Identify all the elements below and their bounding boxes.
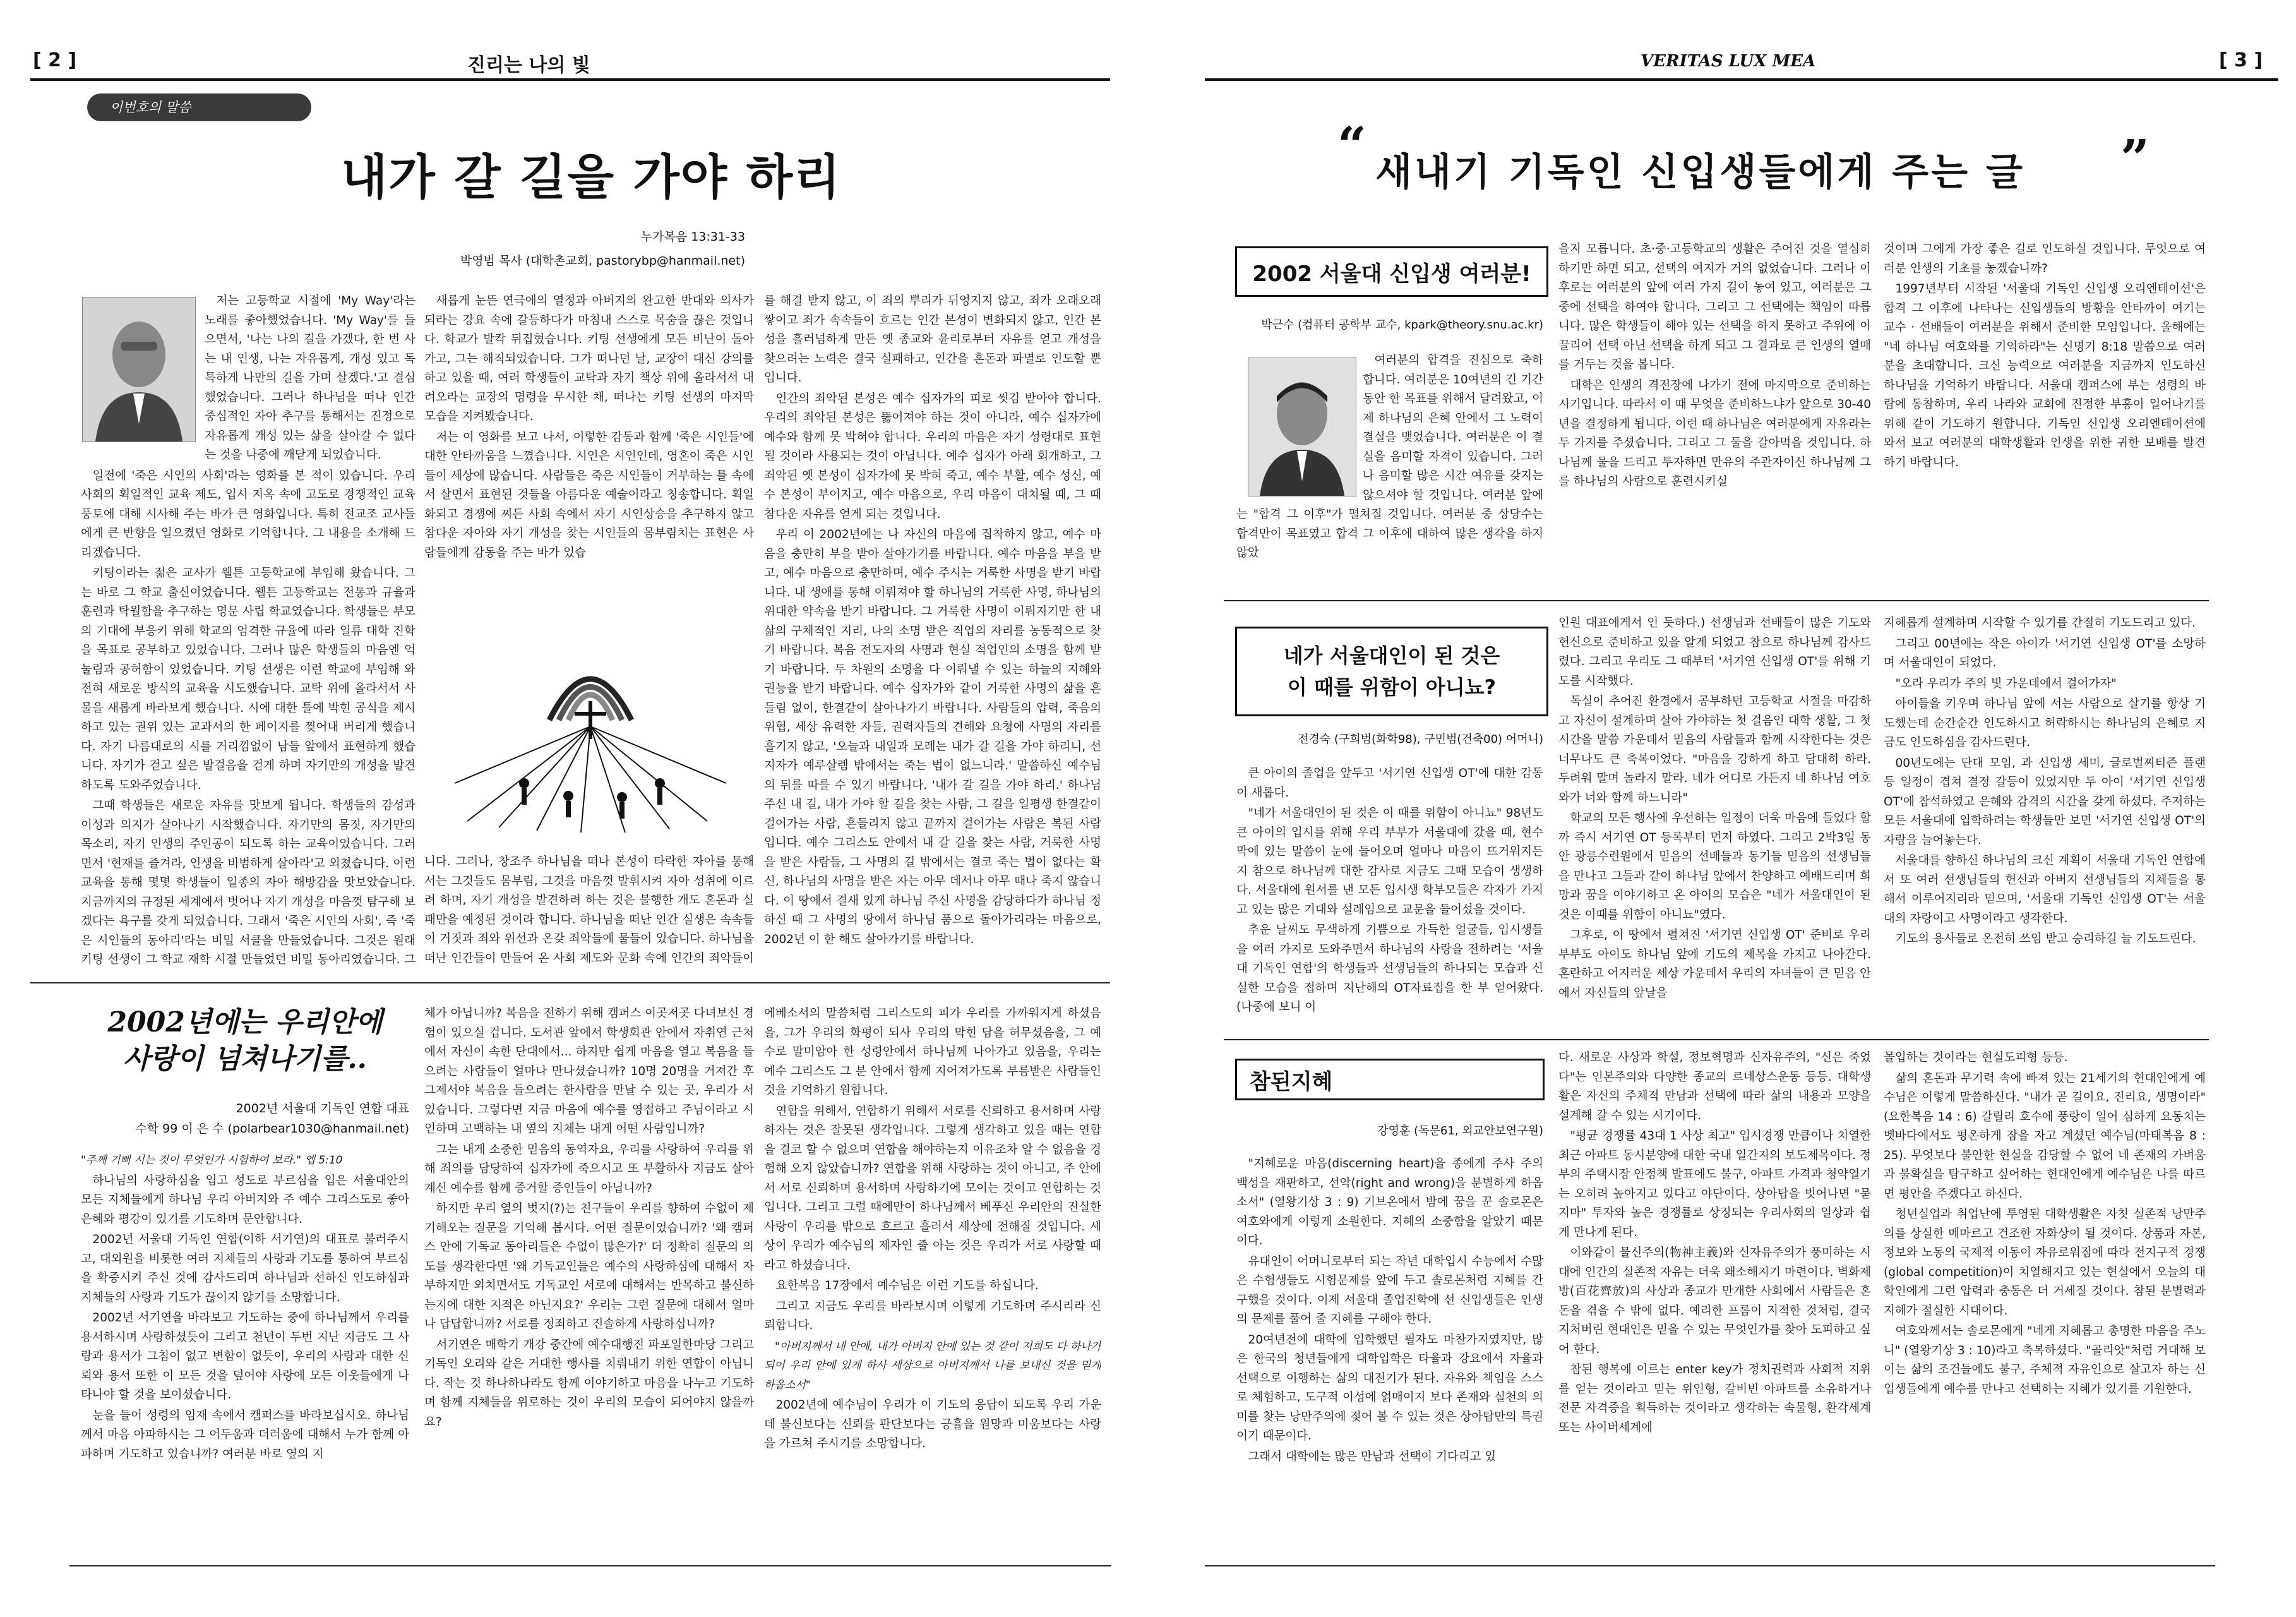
paragraph: 인원 대표에게서 인 듯하다.) 선생님과 선배들이 많은 기도와 헌신으로 준비하고 있을 알게 되었고 참으로 하나님께 감사드렸다. 그리고 우리도 그 때부터 '서기연 신입생 OT'를 위해 기도를 시작했다.	[1558, 616, 1871, 688]
section-divider	[1224, 600, 2209, 601]
page-number: [ 3 ]	[2219, 49, 2263, 71]
section1-column-3	[1884, 240, 2206, 591]
section3-byline: 강영훈 (독문61, 외교안보연구원)	[1377, 1124, 1543, 1138]
running-title: VERITAS LUX MEA	[1641, 52, 1816, 71]
scripture-ref: 누가복음 13:31-33	[640, 230, 745, 244]
paragraph: 요한복음 17장에서 예수님은 이런 기도를 하십니다.	[775, 1279, 1039, 1292]
paragraph: "네가 서울대인이 된 것은 이 때를 위함이 아니뇨" 98년도 큰 아이의 입시를 위해 우리 부부가 서울대에 갔을 때, 현수막에 있는 말씀이 눈에 들어오며 얼마나 마음이 뜨거워지든지 참으로 하나님께 대한 감사로 지금도 그때 모습이 생생하다. 서울대에 원서를 낸 모든 입시생 학부모들은 각자가 가지고 있는 많은 기대와 설레임으로 교문을 들어섰을 것이다.	[1236, 807, 1543, 917]
epigraph: "주께 기뻐 시는 것이 무엇인가 시험하여 보라." 엡 5:10	[81, 1154, 343, 1167]
paragraph: 눈을 들어 성령의 임재 속에서 캠퍼스를 바라보십시오. 하나님께서 마음 아파하시는 그 어두움과 더러움에 대해서 누가 함께 아파하며 기도하고 있습니까? 여러분 바로 옆의 지	[81, 1409, 409, 1461]
paragraph: 키팅이라는 젊은 교사가 웰튼 고등학교에 부임해 왔습니다. 그는 바로 그 학교 출신이었습니다. 웰튼 고등학교는 전통과 규율과 훈련과 탁월함을 추구하는 명문 사립 학교였습니다. 학생들은 부모의 기대에 부응키 위해 학교의 엄격한 규율에 따라 일류 대학 진학을 목표로 공부하고 있었습니다. 그러나 많은 학생들의 마음엔 억눌림과 공허함이 있었습니다. 키팅 선생은 이런 학교에 부임해 와 전혀 새로운 방식의 교육을 시도했습니다. 교탁 위에 올라서서 사물을 새롭게 바라보게 했습니다. 시에 대한 틀에 박힌 공식을 제시하고 있는 권위 있는 교과서의 한 페이지를 찢어내 버리게 했습니다. 자기 나름대로의 시를 거리낌없이 남들 앞에서 표현하게 했습니다. 자기가 걷고 싶은 발걸음을 걷게 하며 자기만의 개성을 발견하도록 도와주었습니다.	[81, 567, 416, 792]
paragraph: 하나님의 사랑하심을 입고 성도로 부르심을 입은 서울대안의 모든 지체들에게 하나님 우리 아버지와 주 예수 그리스도로 좋아 은혜와 평강이 있기를 기도하며 문안합니다.	[81, 1174, 409, 1226]
article-column-1	[81, 292, 416, 970]
paragraph: 여호와께서는 솔로몬에게 "네게 지혜롭고 총명한 마음을 주노니" (열왕기상 3 : 10)라고 축복하셨다. "골리앗"처럼 거대해 보이는 삶의 조건들에도 불구, 주체적 자유인으로 살고자 하는 신입생들에게 예수를 만나고 선택하는 지혜가 있기를 기원한다.	[1884, 1325, 2206, 1396]
section3-column-3	[1884, 1049, 2206, 1559]
section-title-line1: 네가 서울대인이 된 것은	[1283, 644, 1500, 668]
paragraph: 기도의 용사들로 온전히 쓰임 받고 승리하길 늘 기도드린다.	[1895, 932, 2196, 946]
article-column-2-bottom	[424, 853, 754, 970]
quoted-prayer: "아버지께서 내 안에, 내가 아버지 안에 있는 것 같이 저희도 다 하나가 되어 우리 안에 있게 하사 세상으로 아버지께서 나를 보내신 것을 믿게 하옵소서"	[764, 1340, 1101, 1392]
paragraph: 니다. 그러나, 창조주 하나님을 떠나 본성이 타락한 자아를 통해서는 그것들도 몸부림, 그것을 마음껏 발휘시켜 자아 성취에 이르려 하며, 자기 개성을 발견하려 하는 것은 불행한 개도 혼돈과 실패만을 예정된 것이라 합니다. 하나님을 떠난 인간 실생은 속속들이 거짓과 죄와 위선과 온갖 죄악들에 물들어 있습니다. 하나님을 떠난 인간들이 만들어 온 사회 제도와 문화 속에 인간의 죄악들이	[424, 855, 754, 965]
paragraph: 그후로, 이 땅에서 펼쳐진 '서기연 신입생 OT' 준비로 우리 부부도 아이도 하나님 앞에 기도의 제목을 가지고 나아간다. 혼란하고 어지러운 세상 가운데서 우리의 자녀들이 큰 믿음 안에서 자신들의 앞날을	[1558, 929, 1871, 1000]
paragraph: 여러분의 합격을 진심으로 축하합니다. 여러분은 10여년의 긴 기간 동안 한 목표를 위해서 달려왔고, 이제 하나님의 은혜 안에서 그 노력이 결실을 맺었습니다. 여러분은 이 결실을 음미할 자격이 있습니다. 그러나 음미할 많은 시간 여유를 갖지는 않으셔야 할 것입니다. 여러분 앞에는 "합격 그 이후"가 펼쳐질 것입니다. 여러분 중 상당수는 합격만이 목표였고 합격 그 이후에 대하여 많은 생각을 하지 않았	[1236, 354, 1543, 560]
section-title-line2: 이 때를 위함이 아니뇨?	[1287, 675, 1497, 699]
running-title: 진리는 나의 빛	[467, 54, 590, 76]
section-title-box	[1235, 1059, 1545, 1100]
paragraph: 새롭게 눈뜬 연극에의 열정과 아버지의 완고한 반대와 의사가 되라는 강요 속에 갈등하다가 마침내 스스로 목숨을 끊은 것입니다. 학교가 발칵 뒤집혔습니다. 키팅 선생에게 모든 비난이 돌아가고, 그는 해직되었습니다. 그가 떠나던 날, 교장이 대신 강의를 하고 있을 때, 여러 학생들이 교탁과 자기 책상 위에 올라서서 내려오라는 교장의 명령을 무시한 채, 떠나는 키팅 선생의 마지막 모습을 지켜봤습니다.	[424, 294, 754, 423]
paragraph: 참된 행복에 이르는 enter key가 정치권력과 사회적 지위를 얻는 것이라고 믿는 위인형, 갈비빈 아파트를 소유하거나 전문 자격증을 획득하는 것이라고 생각하는 속물형, 환각세계 또는 사이버세계에	[1558, 1363, 1871, 1434]
paragraph: 우리 이 2002년에는 나 자신의 마음에 집착하지 않고, 예수 마음을 충만히 부을 받아 살아가기를 바랍니다. 예수 마음을 부을 받고, 예수 마음으로 충만하며, 예수 주시는 거룩한 사명을 받기 바랍니다. 내 생애를 통해 이뤄져야 할 하나님의 거룩한 사명, 하나님의 위대한 약속을 받기 바랍니다. 그 거룩한 사명이 이뤄지기만 한 내 삶의 구체적인 지리, 나의 소명 받은 직업의 자리를 농동적으로 찾기 바랍니다. 복음 전도자의 사명과 현실 적업인의 소명을 함께 받기 바랍니다. 두 차원의 소명을 다 이뤄낼 수 있는 하늘의 지혜와 권능을 받기 바랍니다. 예수 십자가와 같이 거룩한 사명의 삶을 흔들림 없이, 한결같이 살아나가기 바랍니다. 사람들의 압력, 죽음의 위협, 세상 유력한 자들, 권력자들의 견해와 요청에 사명의 자리를 흘기지 않고, '오늘과 내일과 모레는 내가 갈 길을 가야 하리니, 선지자가 예루살렘 밖에서는 죽는 법이 없느니라.' 말씀하신 예수님의 뒤를 따를 수 있기 바랍니다. '내가 갈 길을 가야 하리.' 하나님 주신 내 길, 내가 가야 할 길을 찾는 사람, 그 길을 일평생 한결같이 걸어가는 사람, 흔들리지 않고 끝까지 걸어가는 사람은 복된 사람입니다. 예수 그리스도 안에서 내 갈 길을 찾는 사람, 거룩한 사명을 받은 사람들, 그 사명의 길 밖에서는 결코 죽는 법이 없다는 확신, 하나님의 사명을 받은 자는 아무 데서나 아무 때나 죽지 않습니다. 이 땅에서 결새 있게 하나님 주신 사명을 감당하다가 하나님 정하신 때 그 사명의 땅에서 하나님 품으로 돌아가리라는 마음으로, 2002년 이 한 해도 살아가기를 바랍니다.	[764, 528, 1101, 946]
section-title-box	[1235, 246, 1548, 297]
section-title: 2002 서울대 신입생 여러분!	[1252, 261, 1531, 287]
section2-byline: 전경숙 (구희범(화학98), 구민범(건축00) 어머니)	[1297, 733, 1543, 746]
section1-column-1	[1236, 351, 1543, 591]
paragraph: 2002년 서기연을 바라보고 기도하는 중에 하나님께서 우리를 용서하시며 사랑하셨듯이 그리고 천년이 두번 지난 지금도 그 사랑과 용서가 그침이 없고 변함이 없듯이, 우리의 사랑과 대한 신뢰와 용서 또한 이 모든 것을 덮어야 사랑에 모든 이웃들에게 나타나야 할 것을 보이셨습니다.	[81, 1311, 409, 1402]
section1-column-2	[1558, 240, 1871, 591]
paragraph: 을지 모릅니다. 초·중·고등학교의 생활은 주어진 것을 열심히 하기만 하면 되고, 선택의 여지가 거의 없었습니다. 그러나 이후로는 여러분의 앞에 여러 가지 길이 놓여 있고, 여러분은 그 중에 선택을 하여야 합니다. 그리고 그 선택에는 책임이 따릅니다. 많은 학생들이 해야 있는 선택을 하지 못하고 주위에 이끌리어 선택 아닌 선택을 하게 되고 그 결과로 큰 인생의 열매를 거두는 것을 봅니다.	[1558, 243, 1871, 371]
column-tag	[87, 93, 311, 121]
section-divider	[30, 982, 1110, 983]
cross-illustration	[442, 632, 739, 834]
paragraph: 저는 고등학교 시절에 'My Way'라는 노래를 좋아했었습니다. 'My Way'를 들으면서, '나는 나의 길을 가겠다, 한 번 사는 내 인생, 나는 자유롭게, 개성 있고 독특하게 나만의 길을 가며 살겠다.'고 결심했었습니다. 그러나 하나님을 떠나 인간 중심적인 자아 추구를 통해서는 진정으로 자유롭게 개성 있는 삶을 살아갈 수 없다는 것을 나중에 깨닫게 되었습니다.	[205, 294, 416, 462]
prayer-title	[81, 1004, 409, 1078]
paragraph: 것이며 그에게 가장 좋은 길로 인도하실 것입니다. 무엇으로 여러분 인생의 기초를 놓겠습니까?	[1884, 243, 2206, 275]
paragraph: 그는 내게 소중한 믿음의 동역자요, 우리를 사랑하여 우리를 위해 죄의를 담당하여 십자가에 죽으시고 또 부활하사 지금도 살아계신 예수를 함께 증거할 증인들이 아닙니까?	[424, 1143, 754, 1195]
prayer-title-line2: 사랑이 넘쳐나기를..	[123, 1043, 367, 1075]
paragraph: 그래서 대학에는 많은 만남과 선택이 기다리고 있	[1248, 1450, 1497, 1464]
paragraph: 1997년부터 시작된 '서울대 기독인 신입생 오리엔테이션'은 합격 그 이후에 나타나는 신입생들의 방황을 안타까이 여기는 교수 · 선배들이 여러분을 위해서 준비한 모임입니다. 올해에는 "네 하나님 여호와를 기억하라"는 신명기 8:18 말씀으로 여러분을 초대합니다. 크신 능력으로 여러분을 지금까지 인도하신 하나님을 기억하기 바랍니다. 서울대 캠퍼스에 부는 성령의 바람에 동참하며, 우리 나라와 교회에 진정한 부흥이 일어나기를 위해 같이 기도하기 원합니다. 기독인 신입생 오리엔테이션에 와서 보고 여러분의 대학생활과 인생을 위한 귀한 보배를 발견하기 바랍니다.	[1884, 282, 2206, 469]
bottom-rule	[69, 1565, 1111, 1566]
header-rule	[30, 78, 1110, 81]
paragraph: 인간의 죄악된 본성은 예수 십자가의 피로 씻김 받아야 합니다. 우리의 죄악된 본성은 뚫어져야 하는 것이 아니라, 예수 십자가에 예수와 함께 못 박혀야 합니다. 우리의 마음은 자기 성령대로 표현될 것이라 사용되는 것이 아닙니다. 예수 십자가 아래 회개하고, 그 죄악된 옛 본성이 십자가에 못 박혀 죽고, 예수 부활, 예수 성신, 예수 본성이 부어지고, 예수 마음으로, 우리 마음이 대치될 때, 그 때 참다운 자유를 얻게 되는 것입니다.	[764, 392, 1101, 521]
paragraph: 몰입하는 것이라는 현실도피형 등등.	[1884, 1051, 2068, 1064]
paragraph: "지혜로운 마음(discerning heart)을 종에게 주사 주의 백성을 재판하고, 선악(right and wrong)을 분별하게 하옵소서" (열왕기상 3 : 9) 기브온에서 밤에 꿈을 꾼 솔로몬은 여호와에게 이렇게 소원한다. 지혜의 소중함을 알았기 때문이다.	[1236, 1157, 1543, 1247]
article-title: 내가 갈 길을 가야 하리	[341, 149, 842, 205]
prayer-column-2	[424, 1004, 754, 1555]
page-headline: 새내기 기독인 신입생들에게 주는 글	[1375, 150, 2025, 195]
paragraph: 연합을 위해서, 연합하기 위해서 서로를 신뢰하고 용서하며 사랑하자는 것은 잘못된 생각입니다. 그렇게 생각하고 있을 때는 연합을 결코 할 수 없으며 연합을 해야하는지 이유조차 알 수 없음을 경험해 오지 않았습니까? 연합을 위해 사랑하는 것이 아니고, 주 안에서 서로 신뢰하며 용서하며 사랑하기에 모이는 것이고 연합하는 것입니다. 그리고 그럴 때에만이 하나님께서 베푸신 우리안의 진실한 사랑이 우리를 밖으로 흐르고 흘러서 세상에 전해질 것입니다. 세상이 우리가 예수님의 제자인 줄 아는 것은 우리가 서로 사랑할 때라고 하셨습니다.	[764, 1104, 1101, 1272]
paragraph: 큰 아이의 졸업을 앞두고 '서기연 신입생 OT'에 대한 감동이 새롭다.	[1236, 767, 1543, 800]
paragraph: 2002년 서울대 기독인 연합(이하 서기연)의 대표로 불러주시고, 대외원을 비롯한 여러 지체들의 사랑과 기도를 통하여 부르심을 확증시켜 주신 것에 감사드리며 하나님과 선하신 인도하심과 지체들의 사랑과 기도가 끊이지 않기를 소망합니다.	[81, 1233, 409, 1304]
paragraph: 20여년전에 대학에 입학했던 필자도 마찬가지였지만, 많은 한국의 청년들에게 대학입학은 타율과 강요에서 자율과 선택으로 이행하는 삶의 대전기가 된다. 자유와 책임을 스스로 체험하고, 도구적 이성에 얽매이지 보다 존재와 실천의 의미를 찾는 낭만주의에 젖어 볼 수 있는 것은 상아탑만의 특권이기 때문이다.	[1236, 1333, 1543, 1443]
article-byline: 박영범 목사 (대학촌교회, pastorybp@hanmail.net)	[460, 254, 745, 268]
rainbow-cross-drawing	[442, 632, 739, 834]
prayer-column-3	[764, 1004, 1101, 1555]
paragraph: 학교의 모든 행사에 우선하는 일정이 더욱 마음에 들었다 할까 즉시 서기연 OT 등록부터 먼저 하였다. 그리고 2박3일 동안 광릉수련원에서 믿음의 선배들과 동기들 믿음의 선생님들을 만나고 그들과 같이 하나님 앞에서 찬양하고 예배드리며 희망과 꿈을 이야기하고 온 아이의 모습은 "네가 서울대인이 된 것은 이때를 위함이 아니뇨"였다.	[1558, 812, 1871, 922]
column-tag-label: 이번호의 말씀	[110, 100, 191, 115]
article-column-3	[764, 292, 1101, 970]
paragraph: 삶의 혼돈과 무기력 속에 빠져 있는 21세기의 현대인에게 예수님은 이렇게 말씀하신다. "내가 곧 길이요, 진리요, 생명이라" (요한복음 14 : 6) 갈릴리 호수에 풍랑이 일어 심하게 요동치는 벳바다에서도 평온하게 잠을 자고 계셨던 예수님(마태복음 8 : 25). 무엇보다 불안한 현실을 감당할 수 없어 네 존재의 가벼움과 불확실을 탐구하고 싶어하는 현대인에게 예수님은 나를 따르면 평안을 주겠다고 하신다.	[1884, 1071, 2206, 1201]
paragraph: 이와같이 물신주의(物神主義)와 신자유주의가 풍미하는 시대에 인간의 실존적 자유는 더욱 왜소해지기 마련이다. 벽화제방(百花齊放)의 사상과 종교가 만개한 사회에서 사람들은 혼돈을 겪을 수 밖에 없다. 예리한 프롬이 지적한 것처럼, 결국 지처버린 현대인은 믿을 수 있는 무엇인가를 찾아 도피하고 싶어 한다.	[1558, 1246, 1871, 1356]
paragraph: 대학은 인생의 격전장에 나가기 전에 마지막으로 준비하는 시기입니다. 따라서 이 때 무엇을 준비하느냐가 앞으로 30-40년을 결정하게 됩니다. 이런 때 하나님은 여러분에게 자유라는 두 가지를 주셨습니다. 그리고 그 둘을 갈아먹을 것입니다. 하나님께 물을 드리고 투자하면 만유의 주관자이신 하나님께 그를 하나님의 사람으로 훈련시키실	[1558, 378, 1871, 488]
paragraph: 청년실업과 취업난에 투영된 대학생활은 자칫 실존적 낭만주의를 상실한 메마르고 건조한 자화상이 될 것이다. 상품과 자본, 정보와 노동의 국제적 이동이 자유로워짐에 따라 전지구적 경쟁(global competition)이 치열해지고 있는 현실에서 오늘의 대학인에게 그런 압력과 충동은 더 거세질 것이다. 참된 분별력과 지혜가 절실한 시대이다.	[1884, 1208, 2206, 1318]
paragraph: 추운 날씨도 무색하게 기쁨으로 가득한 얼굴들, 입시생들을 여러 가지로 도와주면서 하나님의 사랑을 전하려는 '서울대 기독인 연합'의 학생들과 선생님들의 하나되는 모습과 신실한 모습을 접하며 지난해의 OT자료집을 한 부 얻어왔다.(나중에 보니 이	[1236, 923, 1543, 1014]
section2-column-3	[1884, 614, 2206, 1030]
paragraph: 그리고 지금도 우리를 바라보시며 이렇게 기도하며 주시리라 신뢰합니다.	[764, 1299, 1101, 1332]
prayer-byline-1: 2002년 서울대 기독인 연합 대표	[236, 1102, 409, 1115]
paragraph: 그때 학생들은 새로운 자유를 맛보게 됩니다. 학생들의 감성과 이성과 의지가 살아나기 시작했습니다. 자기만의 몸짓, 자기만의 목소리, 자기 인생의 주인공이 되도록 하는 교육이었습니다. 그러면서 '현재를 즐겨라, 인생을 비범하게 살아라'고 외쳤습니다. 이런 교육을 통해 몇몇 학생들이 일종의 자아 해방감을 맛보았습니다. 지금까지의 규정된 세계에서 벗어나 자기 개성을 마음껏 탐구해 보겠다는 욕구를 갖게 되었습니다. 그래서 '죽은 시인의 사회', 즉 '죽은 시인들의 동아리'라는 비밀 서클을 만들었습니다. 그것은 원래 키팅 선생이 그 학교 재학 시절 만들었던 비밀 동아리였습니다. 그	[81, 799, 416, 966]
header-rule	[1205, 78, 2278, 81]
section3-column-1	[1236, 1155, 1543, 1559]
section3-column-2	[1558, 1049, 1871, 1559]
section2-column-2	[1558, 614, 1871, 1030]
paragraph: 다. 새로운 사상과 학설, 정보혁명과 신자유주의, "신은 죽었다"는 인본주의와 다양한 종교의 르네상스운동 등등. 대학생활은 자신의 주체적 만남과 선택에 따라 삶의 내용과 모양을 설계해 갈 수 있는 시기이다.	[1558, 1051, 1871, 1122]
prayer-title-line1: 2002년에는 우리안에	[107, 1006, 383, 1038]
paragraph: "평균 경쟁률 43대 1 사상 최고" 입시경쟁 만큼이나 치열한 최근 아파트 동시분양에 대한 국내 일간지의 보도제목이다. 정부의 주택시장 안정책 발표에도 불구, 아파트 가격과 청약열기는 오히려 높아지고 있다고 야단이다. 상아탑을 벗어나면 "묻지마" 투자와 높은 경쟁률로 상징되는 우리사회의 일상과 쉽게 만나게 된다.	[1558, 1129, 1871, 1239]
paragraph: 서울대를 향하신 하나님의 크신 계획이 서울대 기독인 연합에서 또 여러 선생님들의 헌신과 아버지 선생님들의 지체들을 통해서 이루어지리라 믿으며, '서울대 기독인 신입생 OT'는 서울대의 자랑이고 사명이라고 생각한다.	[1884, 854, 2206, 925]
article-column-2-top	[424, 292, 754, 620]
bottom-rule	[1205, 1565, 2215, 1566]
paragraph: 2002년에 예수님이 우리가 이 기도의 응답이 되도록 우리 가운데 불신보다는 신뢰를 판단보다는 긍휼을 원망과 미움보다는 사랑을 가르쳐 주시기를 소망합니다.	[764, 1398, 1101, 1450]
paragraph: 지혜롭게 설계하며 시작할 수 있기를 간절히 기도드리고 있다.	[1884, 616, 2196, 630]
paragraph: 를 해결 받지 않고, 이 죄의 뿌리가 뒤엉지지 않고, 죄가 오래오래 쌓이고 죄가 속속들이 흐르는 인간 본성이 변화되지 않고, 인간 본성을 흘러넘하게 만든 옛 종교와 윤리로부터 자유를 얻고 개성을 찾으려는 노력은 결국 실패하고, 인간을 혼돈과 파멸로 인도할 뿐입니다.	[764, 294, 1101, 385]
section1-byline: 박근수 (컴퓨터 공학부 교수, kpark@theory.snu.ac.kr)	[1261, 318, 1543, 332]
paragraph: 에베소서의 말씀처럼 그리스도의 피가 우리를 가까워지게 하셨음을, 그가 우리의 화평이 되사 우리의 막힌 담을 허무셨음을, 그 예수로 말미암아 한 성령안에서 하나님께 나아가고 있음을, 우리는 예수 그리스도 그 분 안에서 함께 지어져가도록 부름받은 사람들인 것을 기억하기 원합니다.	[764, 1007, 1101, 1097]
section-title: 참된지혜	[1250, 1069, 1333, 1095]
prayer-column-1	[81, 1151, 409, 1555]
paragraph: 하지만 우리 옆의 벗지(?)는 친구들이 우리를 향하여 수없이 제기해오는 질문을 기억해 봅시다. 어떤 질문이었습니까? '왜 캠퍼스 안에 기독교 동아리들은 수없이 많은가?' 더 정확히 질문의 의도를 생각한다면 '왜 기독교인들은 예수의 사랑하심에 대해서 자부하지만 외치면서도 기독교인 서로에 대해서는 반목하고 불신하는지에 대한 지적은 아닌지요?' 우리는 그런 질문에 대해서 얼마나 답답합니까? 서로를 정죄하고 진솔하게 사랑하십니까?	[424, 1202, 754, 1331]
paragraph: 서기연은 매학기 개강 중간에 예수대행진 파포일한마당 그리고 기독인 오리와 같은 거대한 행사를 치뤄내기 위한 연합이 아닙니다. 작는 것 하나하나라도 함께 이야기하고 마음을 나누고 기도하며 함께 지체들을 위로하는 것이 우리의 모습이 되어야지 않을까요?	[424, 1338, 754, 1429]
right-page	[1148, 0, 2296, 1617]
paragraph: 그리고 00년에는 작은 아이가 '서기연 신입생 OT'를 소망하며 서울대인이 되었다.	[1884, 637, 2206, 670]
paragraph: 00년도에는 단대 모임, 과 신입생 세미, 글로벌찌티즌 플랜 등 일정이 겹쳐 결정 갈등이 있었지만 두 아이 '서기연 신입생 OT'에 참석하였고 은혜와 감격의 시간을 갖게 하셨다. 주저하는 모든 서울대에 입학하려는 학생들만 보면 '서기연 신입생 OT'의 자랑을 늘어놓는다.	[1884, 756, 2206, 847]
paragraph: 아이들을 키우며 하나님 앞에 서는 사람으로 살기를 항상 기도했는데 순간순간 인도하시고 허락하시는 하나님의 은혜로 지금도 인도하심을 감사드린다.	[1884, 697, 2206, 749]
section2-column-1	[1236, 764, 1543, 1030]
paragraph: 체가 아닙니까? 복음을 전하기 위해 캠퍼스 이곳저곳 다녀보신 경험이 있으실 겁니다. 도서관 앞에서 학생회관 안에서 자취연 근처에서 자신이 속한 단대에서... 하지만 쉽게 마음을 열고 복음을 들으려는 사람들이 얼마나 만나셨습니까? 10명 20명을 거져간 후 그제서야 복음을 들으려는 한사람을 만날 수 있는 곳, 우리가 서 있습니다. 그렇다면 지금 마음에 예수를 영접하고 주님이라고 시인하며 고백하는 내 옆의 지체는 내게 어떤 사람입니까?	[424, 1007, 754, 1136]
section-title-box	[1235, 627, 1548, 716]
paragraph: "오라 우리가 주의 빛 가운데에서 걸어가자"	[1895, 676, 2117, 690]
paragraph: 독실이 추어진 환경에서 공부하던 고등학교 시절을 마감하고 자신이 설계하며 살아 가야하는 첫 걸음인 대학 생활, 그 첫 시간을 말씀 가운데서 믿음의 사람들과 함께 시작한다는 것은 너무나도 큰 축복이었다. "마음을 강하게 하고 담대히 하라. 두려워 말며 놀라지 말라. 네가 어디로 가든지 네 하나님 여호와가 너와 함께 하느니라"	[1558, 695, 1871, 805]
paragraph: 유대인이 어머니로부터 되는 작년 대학입시 수능에서 수많은 수험생들도 시험문제를 앞에 두고 솔로몬처럼 지혜를 간구했을 것이다. 이제 서울대 졸업진학에 선 신입생들은 인생의 문제를 풀어 줄 지혜를 구해야 한다.	[1236, 1254, 1543, 1326]
open-quote: “	[1337, 116, 1367, 175]
paragraph: 저는 이 영화를 보고 나서, 이렇한 감동과 함께 '죽은 시인들'에 대한 안타까움을 느꼈습니다. 시인은 시인인데, 영혼이 죽은 시인들이 세상에 많습니다. 사람들은 죽은 시인들이 거부하는 틀 속에서 살면서 표현된 것들을 아름다운 예술이라고 칭송합니다. 획일화되고 경쟁에 찌든 사회 속에서 자기 시인상승을 추구하지 않고 참다운 자아와 자기 개성을 찾는 시인들의 몸부림치는 표현은 사람들에게 감동을 주는 바가 있습	[424, 430, 754, 560]
close-quote: ”	[2120, 128, 2150, 188]
page-number: [ 2 ]	[33, 49, 77, 71]
paragraph: 일전에 '죽은 시인의 사회'라는 영화를 본 적이 있습니다. 우리 사회의 획일적인 교육 제도, 입시 지옥 속에 고도로 경쟁적인 교육 풍토에 대해 시사해 주는 바가 큰 영화입니다. 특히 전교조 교사들에게 큰 반향을 일으켰던 영화로 기억합니다. 그 내용을 소개해 드리겠습니다.	[81, 469, 416, 560]
section-divider	[1224, 1039, 2209, 1040]
prayer-byline-2: 수학 99 이 은 수 (polarbear1030@hanmail.net)	[135, 1122, 409, 1136]
